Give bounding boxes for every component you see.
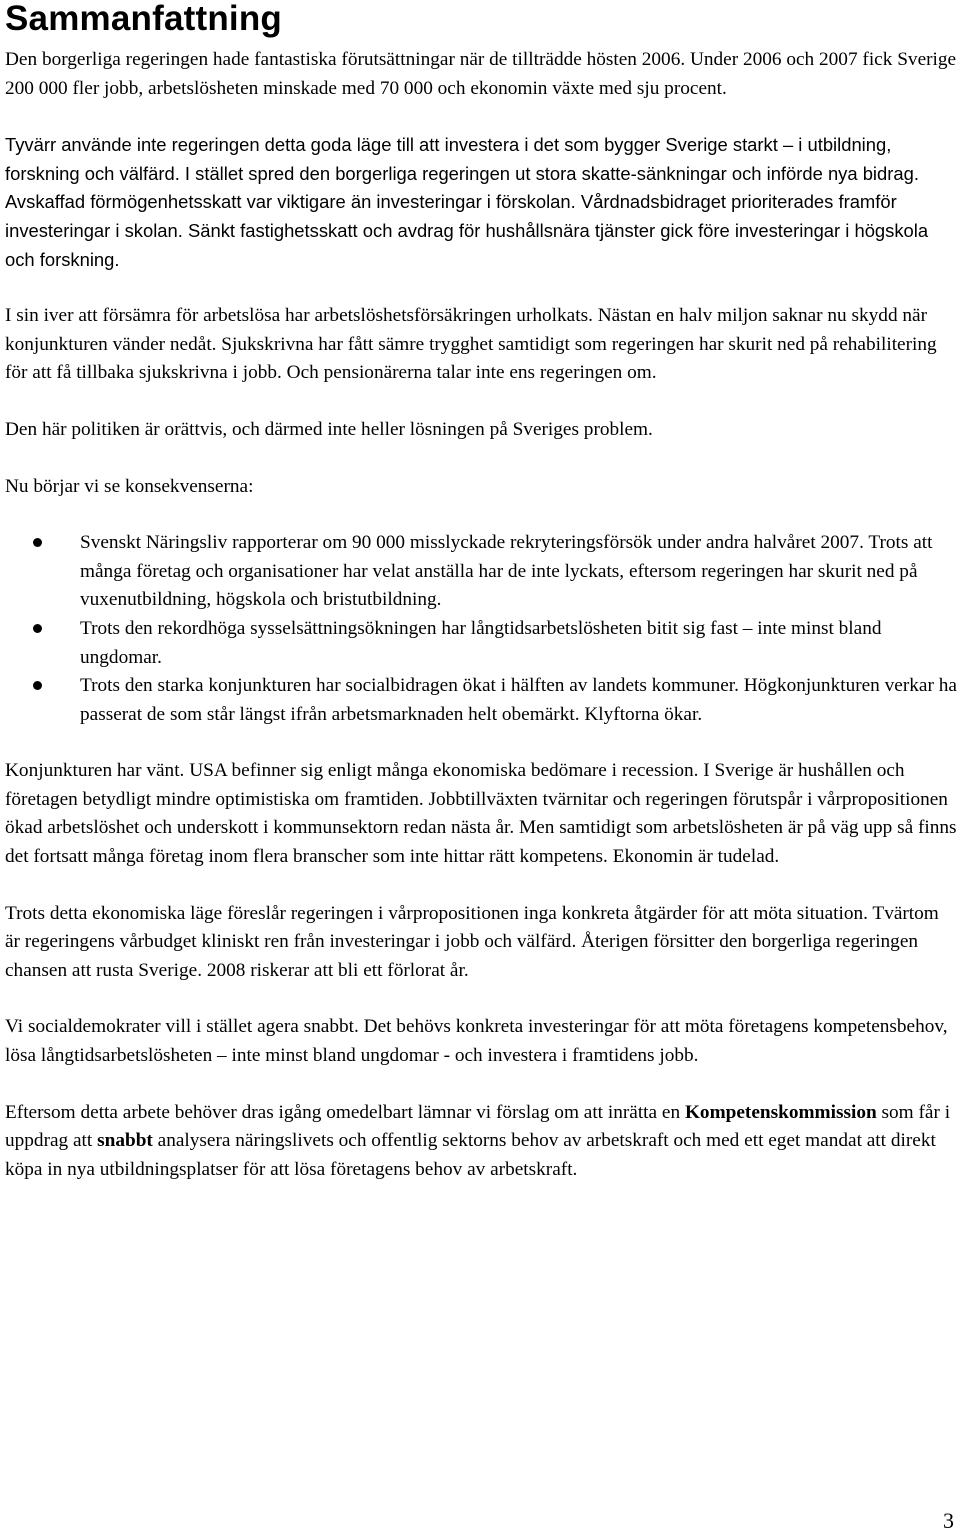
bullet-dot-icon — [33, 681, 42, 690]
paragraph-unemployment-insurance: I sin iver att försämra för arbetslösa har arbetslöshetsförsäkringen urholkats. Nästan en halv miljon saknar nu skydd när konjunkturen vänder nedåt. Sjukskrivna har fått sämre trygghet samtidigt som regeringen har skurit ned på rehabilitering för att få tillbaka sjukskrivna i jobb. Och pensionärerna talar inte ens regeringen om. — [5, 305, 937, 384]
list-item-text: Trots den rekordhöga sysselsättningsökningen har långtidsarbetslösheten bitit sig fast – inte minst bland ungdomar. — [80, 617, 882, 668]
paragraph-intro: Den borgerliga regeringen hade fantastiska förutsättningar när de tillträdde hösten 2006. Under 2006 och 2007 fick Sverige 200 000 fler jobb, arbetslösheten minskade med 70 000 och ekonomin växte med sju procent. — [5, 49, 957, 99]
paragraph-gap — [5, 1071, 957, 1099]
paragraph-missed-investments — [5, 131, 957, 274]
paragraph-unfair-policy: Den här politiken är orättvis, och därmed inte heller lösningen på Sveriges problem. — [5, 418, 653, 440]
list-item-text: Svenskt Näringsliv rapporterar om 90 000 misslyckade rekryteringsförsök under andra halvåret 2007. Trots att många företag och organisationer har velat anställa har de inte lyckats, eftersom regeringen har skurit ned på vuxenutbildning, högskola och bristutbildning. — [80, 532, 933, 611]
page-number: 3 — [943, 1508, 954, 1533]
paragraph-text: analysera näringslivets och offentlig sektorns behov av arbetskraft och med ett eget mandat att direkt köpa in nya utbildningsplatser för att lösa företagens behov av arbetskraft. — [5, 1130, 936, 1180]
bullet-dot-icon — [33, 624, 42, 633]
paragraph-spring-budget: Trots detta ekonomiska läge föreslår regeringen i vårpropositionen inga konkreta åtgärder för att möta situation. Tvärtom är regeringens vårbudget kliniskt ren från investeringar i jobb och välfärd. Återigen försitter den borgerliga regeringen chansen att rusta Sverige. 2008 riskerar att bli ett förlorat år. — [5, 902, 939, 981]
page-title: Sammanfattning — [5, 0, 282, 38]
paragraph-consequences-intro: Nu börjar vi se konsekvenserna: — [5, 475, 254, 497]
list-item — [5, 672, 957, 729]
paragraph-text: I stället spred den borgerliga regeringen ut stora skatte-sänkningar och införde nya bidrag. Avskaffad förmögenhetsskatt var viktigare än investeringar i förskolan. Vårdnadsbidraget prioriterades framför investeringar i skolan. Sänkt fastighetsskatt och avdrag för hushållsnära tjänster gick före investeringar i högskola och forskning. — [5, 162, 929, 270]
paragraph-gap — [5, 445, 957, 473]
paragraph-text: som får i uppdrag att — [5, 1101, 951, 1152]
list-item-text: Trots den starka konjunkturen har socialbidragen ökat i hälften av landets kommuner. Högkonjunkturen verkar ha passerat de som står längst ifrån arbetsmarknaden helt obemärkt. Klyftorna ökar. — [80, 675, 957, 725]
list-item — [5, 529, 957, 615]
paragraph-text: Tyvärr använde inte regeringen detta goda läge till att investera i det som bygger Sverige starkt – i utbildning, forskning och välfärd. — [5, 134, 892, 184]
paragraph-competence-commission — [5, 1099, 957, 1185]
bold-term-snabbt: snabbt — [97, 1130, 153, 1152]
paragraph-gap — [5, 274, 957, 302]
paragraph-gap — [5, 729, 957, 757]
list-item — [5, 615, 957, 672]
paragraph-economy-turned: Konjunkturen har vänt. USA befinner sig enligt många ekonomiska bedömare i recession. I Sverige är hushållen och företagen betydligt mindre optimistiska om framtiden. Jobbtillväxten tvärnitar och regeringen förutspår i vårpropositionen ökad arbetslöshet och underskott i kommunsektorn redan nästa år. Men samtidigt som arbetslösheten är på väg upp så finns det fortsatt många företag inom flera branscher som inte hittar rätt kompetens. Ekonomin är tudelad. — [5, 760, 957, 868]
bullet-dot-icon — [33, 538, 42, 547]
paragraph-gap — [5, 103, 957, 131]
paragraph-gap — [5, 985, 957, 1013]
paragraph-text: Eftersom detta arbete behöver dras igång omedelbart lämnar vi förslag om att inrätta en — [5, 1101, 685, 1123]
paragraph-gap — [5, 501, 957, 529]
document-page — [5, 0, 957, 1184]
paragraph-act-quickly: Vi socialdemokrater vill i stället agera snabbt. Det behövs konkreta investeringar för att möta företagens kompetensbehov, lösa långtidsarbetslösheten – inte minst bland ungdomar - och investera i framtidens jobb. — [5, 1016, 948, 1067]
paragraph-gap — [5, 872, 957, 900]
consequences-list — [5, 529, 957, 729]
paragraph-gap — [5, 388, 957, 416]
bold-term-kompetenskommission: Kompetenskommission — [684, 1101, 877, 1123]
